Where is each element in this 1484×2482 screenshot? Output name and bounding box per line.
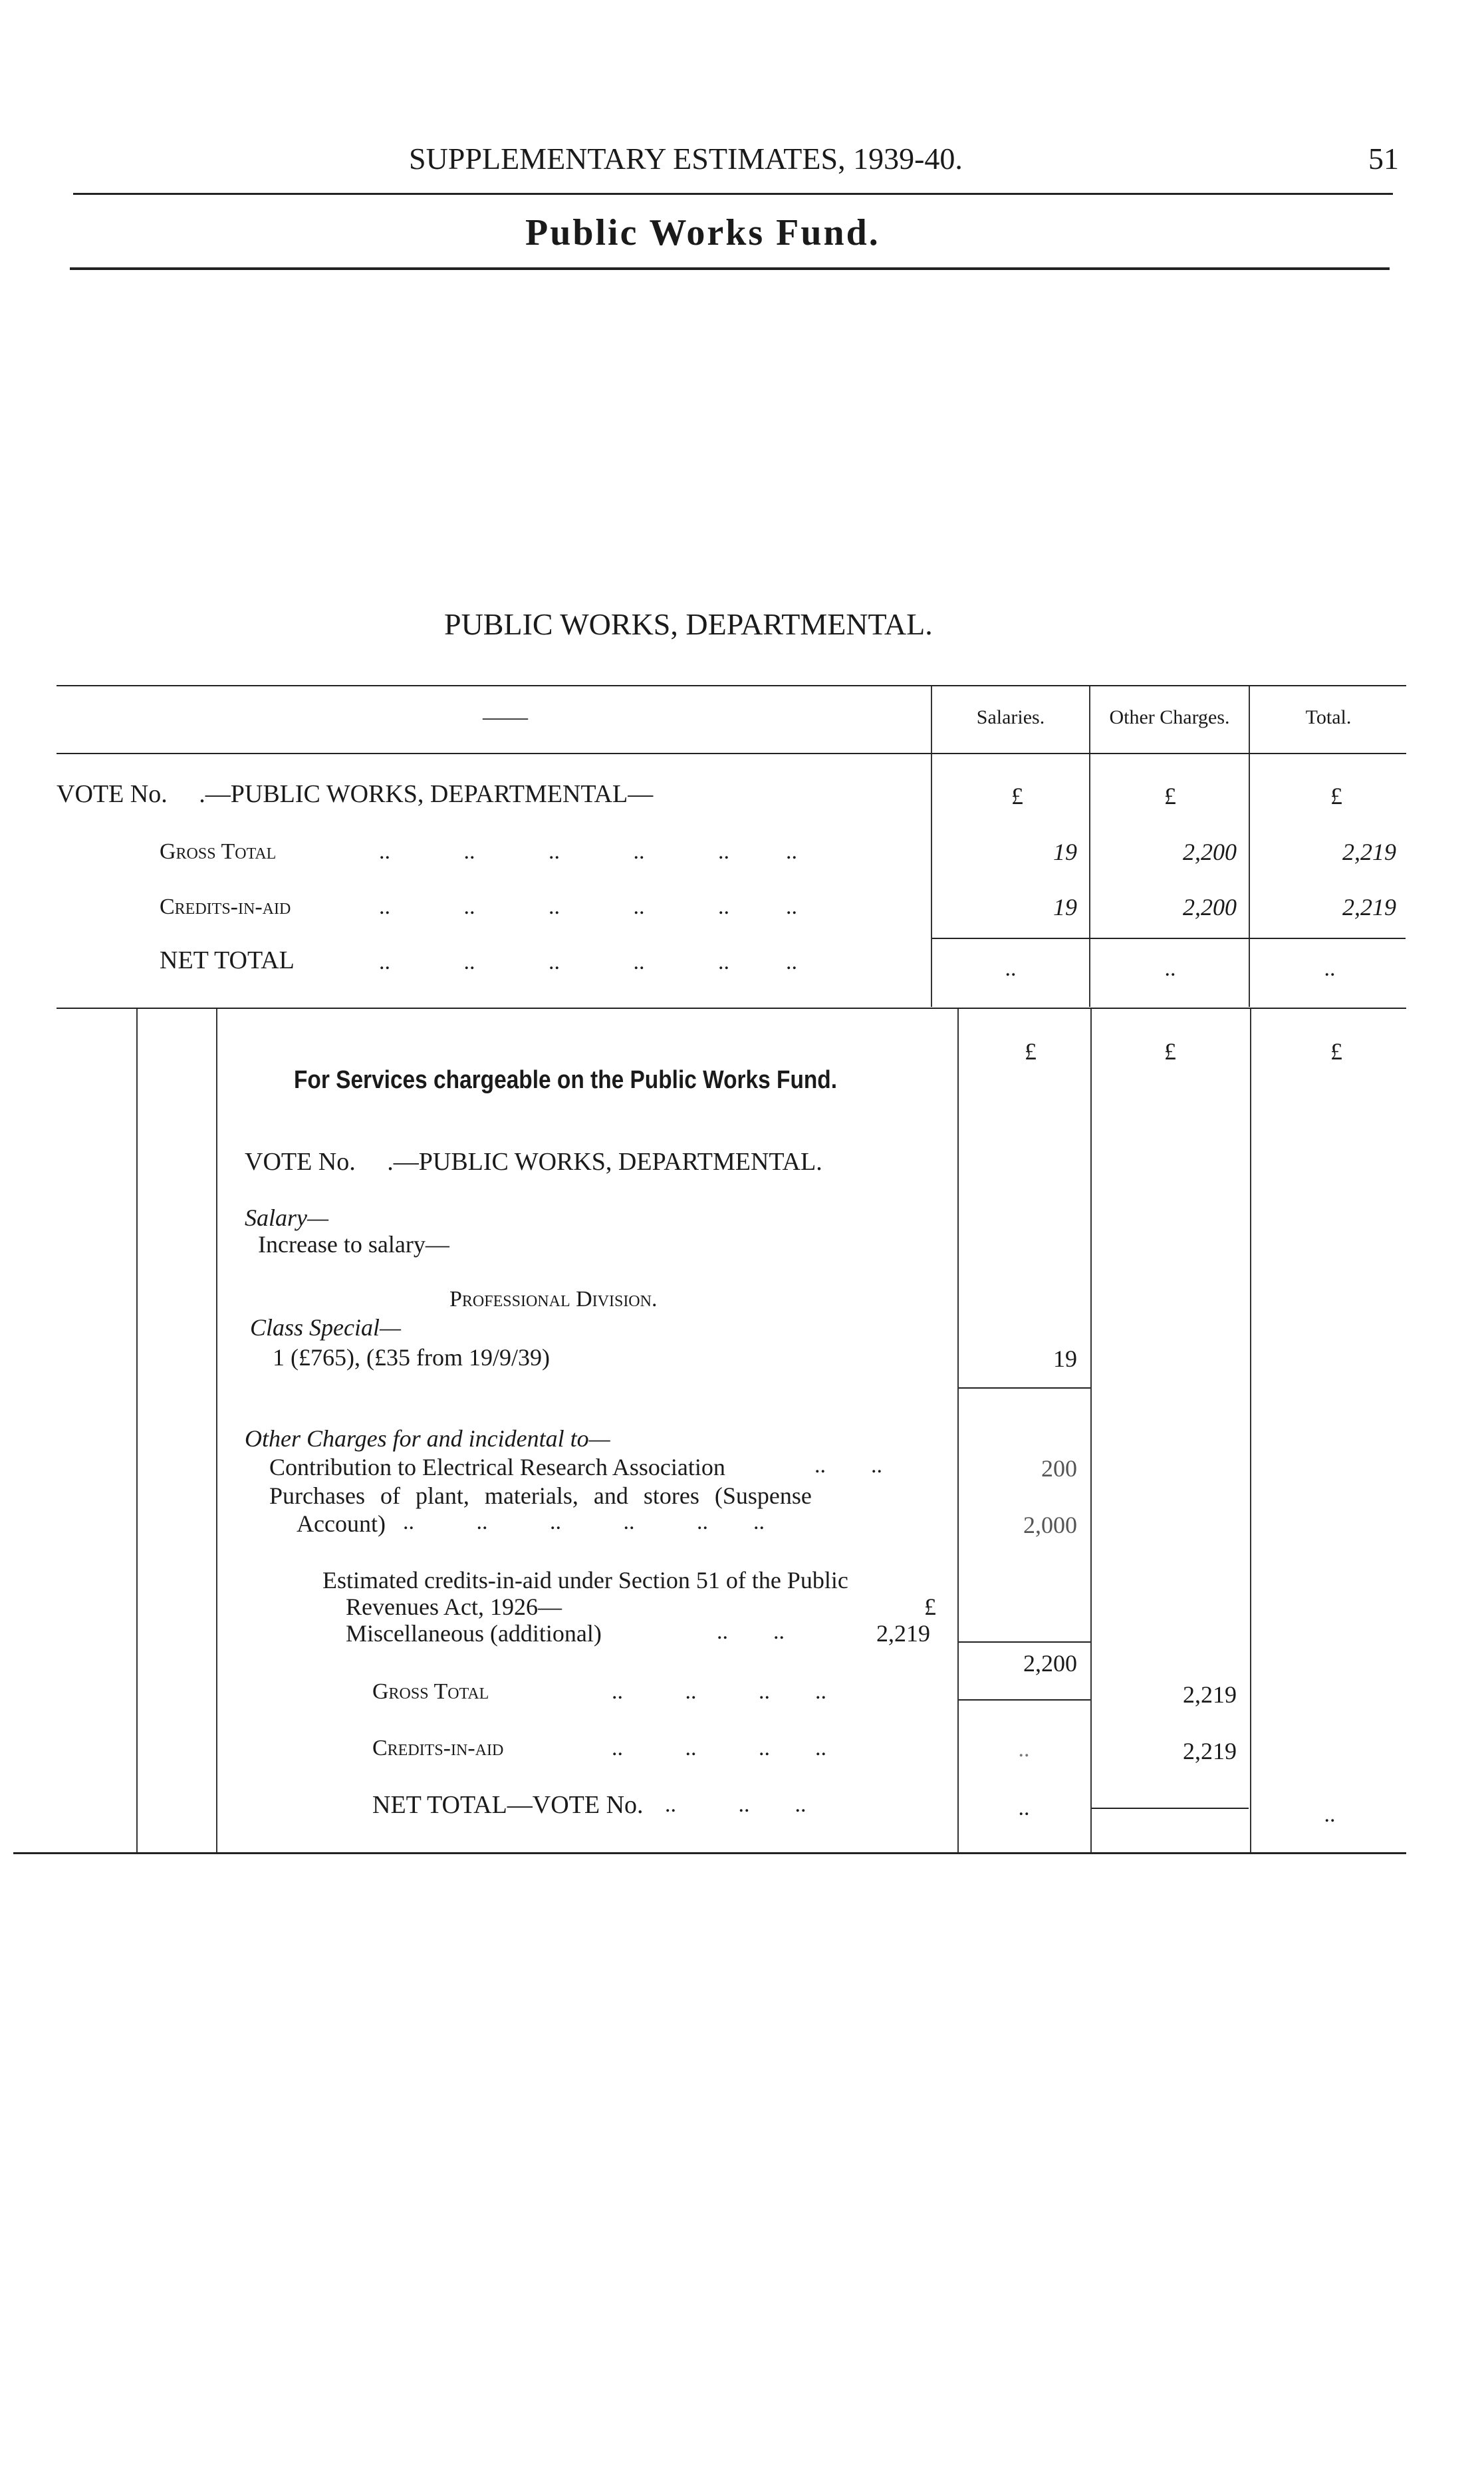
detail-col-divider bbox=[136, 1009, 138, 1854]
summary-header-rule bbox=[57, 753, 1406, 754]
detail-col-divider bbox=[216, 1009, 217, 1854]
other-item-2-line2: Account) bbox=[297, 1510, 386, 1537]
summary-currency-salaries: £ bbox=[1011, 783, 1023, 809]
detail-credits-value: 2,219 bbox=[1183, 1738, 1237, 1764]
other-item-1: Contribution to Electrical Research Association bbox=[269, 1454, 725, 1480]
credits-currency: £ bbox=[924, 1593, 936, 1620]
salary-sub: Increase to salary— bbox=[258, 1231, 449, 1258]
detail-gross-total-value: 2,219 bbox=[1183, 1681, 1237, 1708]
summary-credits-label: Credits-in-aid bbox=[160, 895, 291, 919]
detail-bottom-rule bbox=[13, 1852, 1406, 1854]
class-heading: Class Special— bbox=[250, 1314, 402, 1341]
other-item-1-value: 200 bbox=[1041, 1455, 1077, 1482]
leader-dots: .. .. .. .. .. .. bbox=[403, 1510, 765, 1534]
summary-gross-other: 2,200 bbox=[1183, 839, 1237, 865]
summary-gross-total-label: Gross Total bbox=[160, 839, 277, 864]
leader-dots: .. .. .. .. bbox=[612, 1736, 826, 1760]
leader-dots: .. .. .. .. bbox=[612, 1679, 826, 1704]
other-subtotal-rule bbox=[959, 1641, 1090, 1643]
credits-line2: Revenues Act, 1926— bbox=[346, 1593, 562, 1620]
detail-net-salaries: .. bbox=[1018, 1796, 1030, 1820]
summary-credits-other: 2,200 bbox=[1183, 894, 1237, 920]
detail-credits-label: Credits-in-aid bbox=[372, 1736, 504, 1760]
subtotal-other-charges: 2,200 bbox=[1023, 1650, 1077, 1677]
summary-gross-salaries: 19 bbox=[1053, 839, 1077, 865]
summary-first-col-header: —— bbox=[483, 705, 528, 730]
summary-top-rule bbox=[57, 685, 1406, 686]
detail-currency-other: £ bbox=[1164, 1038, 1176, 1065]
summary-vote-line: VOTE No. .—PUBLIC WORKS, DEPARTMENTAL— bbox=[57, 780, 654, 808]
leader-dots: .. .. .. .. .. .. bbox=[379, 895, 797, 919]
leader-dots: .. .. .. bbox=[665, 1792, 806, 1817]
summary-currency-other: £ bbox=[1164, 783, 1176, 809]
page-number: 51 bbox=[1368, 142, 1399, 176]
col-header-salaries: Salaries. bbox=[976, 706, 1045, 728]
header-rule bbox=[73, 193, 1393, 195]
leader-dots: .. .. .. .. .. .. bbox=[379, 839, 797, 864]
class-item-value: 19 bbox=[1053, 1345, 1077, 1372]
leader-dots: .. .. .. .. .. .. bbox=[379, 950, 797, 974]
other-item-2-value: 2,000 bbox=[1023, 1512, 1077, 1538]
detail-currency-salaries: £ bbox=[1025, 1038, 1037, 1065]
credits-line1: Estimated credits-in-aid under Section 51 of the Public bbox=[322, 1567, 848, 1593]
detail-currency-total: £ bbox=[1330, 1038, 1342, 1065]
detail-gross-total-label: Gross Total bbox=[372, 1679, 489, 1704]
leader-dots: .. .. bbox=[814, 1453, 882, 1478]
detail-col-divider bbox=[957, 1009, 959, 1854]
col-header-other-charges: Other Charges. bbox=[1109, 706, 1230, 728]
salary-heading: Salary— bbox=[245, 1204, 328, 1231]
credits-item-value: 2,219 bbox=[876, 1620, 930, 1647]
other-item-2-line1: Purchases of plant, materials, and stores (Suspense bbox=[269, 1482, 812, 1509]
salary-subtotal-rule bbox=[959, 1387, 1090, 1389]
summary-col-divider bbox=[1249, 686, 1250, 1007]
summary-net-other: .. bbox=[1164, 956, 1176, 981]
detail-col-divider bbox=[1090, 1009, 1092, 1854]
gross-rule bbox=[959, 1699, 1090, 1701]
other-charges-heading: Other Charges for and incidental to— bbox=[245, 1425, 610, 1452]
summary-bottom-rule bbox=[57, 1008, 1406, 1009]
division-heading: Professional Division. bbox=[449, 1287, 658, 1311]
summary-col-divider bbox=[931, 686, 932, 1007]
credits-rule bbox=[1092, 1808, 1249, 1809]
summary-net-salaries: .. bbox=[1005, 956, 1017, 981]
summary-credits-salaries: 19 bbox=[1053, 894, 1077, 920]
summary-currency-total: £ bbox=[1330, 783, 1342, 809]
running-title: SUPPLEMENTARY ESTIMATES, 1939-40. bbox=[409, 142, 963, 176]
summary-credits-total: 2,219 bbox=[1342, 894, 1396, 920]
leader-dots: .. .. bbox=[717, 1619, 785, 1644]
detail-net-total: .. bbox=[1324, 1802, 1336, 1827]
fund-title: Public Works Fund. bbox=[525, 212, 880, 253]
summary-gross-total: 2,219 bbox=[1342, 839, 1396, 865]
class-item: 1 (£765), (£35 from 19/9/39) bbox=[273, 1344, 550, 1371]
detail-vote-line: VOTE No. .—PUBLIC WORKS, DEPARTMENTAL. bbox=[245, 1148, 822, 1176]
detail-credits-salaries: .. bbox=[1018, 1737, 1030, 1762]
title-rule bbox=[70, 267, 1390, 270]
summary-net-total: .. bbox=[1324, 956, 1336, 981]
summary-net-total-label: NET TOTAL bbox=[160, 946, 295, 974]
col-header-total: Total. bbox=[1305, 706, 1352, 728]
credits-item: Miscellaneous (additional) bbox=[346, 1620, 602, 1647]
detail-heading: For Services chargeable on the Public Works Fund. bbox=[294, 1066, 838, 1094]
detail-net-total-label: NET TOTAL—VOTE No. bbox=[372, 1791, 644, 1819]
section-title: PUBLIC WORKS, DEPARTMENTAL. bbox=[444, 607, 933, 641]
summary-subtotal-rule bbox=[932, 938, 1406, 939]
detail-col-divider bbox=[1250, 1009, 1251, 1854]
summary-col-divider bbox=[1089, 686, 1090, 1007]
